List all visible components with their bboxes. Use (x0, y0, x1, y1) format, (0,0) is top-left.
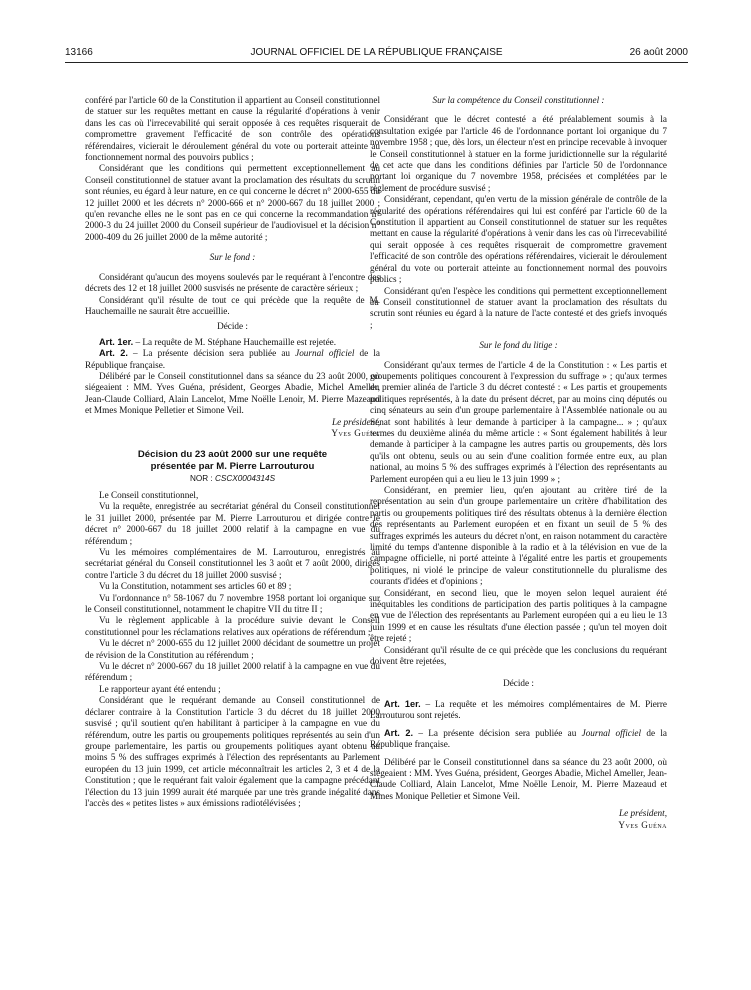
paragraph: conféré par l'article 60 de la Constitution il appartient au Conseil constitutionnel de statuer sur les requêtes mettant en cause la régularité d'opérations à venir dans les cas où l'irrecevabilité qui serait opposée à ces requêtes risquerait de compromettre gravement l'efficacité de son contrôle des opérations référendaires, vicierait le déroulement général du vote ou porterait atteinte au fonctionnement normal des pouvoirs publics ; (85, 95, 380, 163)
article-text: – La présente décision sera publiée au (127, 348, 296, 359)
article-text: de la République française. (370, 727, 668, 750)
article-label: Art. 2. (99, 348, 128, 359)
article-text: – La requête de M. Stéphane Hauchemaille est rejetée. (133, 336, 337, 347)
article-2 (85, 348, 380, 371)
paragraph: Considérant que le décret contesté a été préalablement soumis à la consultation exigée par l'article 46 de l'ordonnance portant loi organique du 7 novembre 1958 ; que, dès lors, un électeur n'est en principe recevable à invoquer le Conseil constitutionnel à statuer en la forme juridictionnelle sur la régularité de cet acte que dans les conditions définies par l'article 50 de l'ordonnance portant loi organique du 7 novembre 1958, précisées et complétées par le règlement de procédure susvisé ; (370, 114, 667, 193)
paragraph: Vu l'ordonnance n° 58-1067 du 7 novembre 1958 portant loi organique sur le Conseil constitutionnel, notamment le chapitre VII du titre II ; (85, 592, 380, 615)
journal-name: Journal officiel (581, 727, 642, 738)
paragraph: Considérant qu'aucun des moyens soulevés par le requérant à l'encontre des décrets des 12 et 18 juillet 2000 susvisés ne présente de caractère sérieux ; (85, 271, 380, 294)
paragraph: Considérant qu'il résulte de tout ce qui précède que la requête de M. Hauchemaille ne saurait être accueillie. (85, 294, 380, 316)
article-label: Art. 1er. (384, 698, 421, 709)
article-label: Art. 1er. (99, 336, 134, 347)
left-column (85, 95, 380, 809)
article-text: de la République française. (85, 348, 380, 370)
signature-title: Le président, (619, 808, 667, 819)
section-heading: Sur le fond : (209, 252, 256, 263)
paragraph: Vu le décret n° 2000-667 du 18 juillet 2000 relatif à la campagne en vue du référendum ; (85, 661, 380, 683)
journal-name: Journal officiel (295, 348, 355, 359)
article-1 (370, 699, 667, 722)
deliberation: Délibéré par le Conseil constitutionnel dans sa séance du 23 août 2000, où siégeaient : MM. Yves Guéna, président, Georges Abadie, Michel Ameller, Jean-Claude Colliard, Alain Lancelot, Mme Noëlle Lenoir, M. Pierre Mazeaud et Mmes Monique Pelletier et Simone Veil. (370, 756, 667, 801)
article-2 (370, 728, 667, 751)
decision-title-line: présentée par M. Pierre Larrouturou (150, 460, 315, 472)
signature-name: Yves Guéna (331, 427, 380, 438)
signature-title: Le président, (332, 416, 380, 427)
paragraph: Vu le décret n° 2000-655 du 12 juillet 2000 décidant de soumettre un projet de révision de la Constitution au référendum ; (85, 638, 380, 660)
paragraph: Considérant qu'il résulte de ce qui précède que les conclusions du requérant doivent être rejetées, (370, 644, 667, 667)
paragraph: Vu la requête, enregistrée au secrétariat général du Conseil constitutionnel le 31 juillet 2000, présentée par M. Pierre Larrouturou et dirigée contre le décret n° 2000-667 du 18 juillet 2000 relatif à la campagne en vue du référendum ; (85, 501, 380, 546)
paragraph: Vu le règlement applicable à la procédure suivie devant le Conseil constitutionnel pour les réclamations relatives aux opérations de référendum ; (85, 615, 380, 637)
section-heading: Sur le fond du litige : (479, 340, 558, 351)
paragraph: Le rapporteur ayant été entendu ; (99, 683, 221, 694)
paragraph: Considérant que le requérant demande au Conseil constitutionnel de déclarer contraire à la Constitution l'article 3 du décret du 18 juillet 2000 susvisé ; qu'il soutient qu'en habilitant à participer à la campagne en vue du référendum, outre les partis ou groupements politiques représentés au sein d'un groupe parlementaire, les partis ou groupements politiques ayant obtenu au moins 5 % des suffrages exprimés à l'élection des représentants au Parlement européen du 13 juin 1999, cet article méconnaîtrait les articles 2, 3 et 4 de la Constitution ; que le requérant fait valoir également que la campagne précédant l'élection du 13 juin 1999 aurait été marquée par une très grande inégalité dans l'accès des « petites listes » aux émissions radiotélévisées ; (85, 695, 380, 808)
paragraph: Considérant, en premier lieu, qu'en ajoutant au critère tiré de la représentation au sein d'un groupe parlementaire un critère d'habilitation des partis ou groupements politiques tiré des résultats obtenus à la dernière élection des représentants au Parlement européen et en fixant un seuil de 5 % des suffrages exprimés les auteurs du décret n'ont, en raison notamment du caractère limité du temps d'antenne disponible à la radio et à la télévision en vue de la campagne officielle, ni porté atteinte à l'égalité entre les partis et groupements politiques, ni violé le principe de valeur constitutionnelle du pluralisme des courants d'idées et d'opinions ; (370, 485, 667, 587)
nor-reference (85, 473, 380, 484)
decide-label: Décide : (503, 677, 534, 688)
page-number: 13166 (65, 47, 93, 58)
page-header (65, 47, 688, 61)
decide-label: Décide : (217, 321, 248, 332)
nor-code: CSCX0004314S (214, 473, 276, 483)
article-text: – La présente décision sera publiée au (413, 727, 582, 738)
decision-title-line: Décision du 23 août 2000 sur une requête (137, 449, 328, 461)
paragraph: Considérant, en second lieu, que le moyen selon lequel auraient été inéquitables les conditions de participation des partis politiques à la campagne en vue de l'élection des représentants au Parlement européen qui a eu lieu le 13 juin 1999 et en cause les résultats d'une élection passée ; qu'un tel moyen doit être rejeté ; (370, 587, 667, 644)
article-text: – La requête et les mémoires complémentaires de M. Pierre Larrouturou sont rejetés. (370, 698, 668, 721)
paragraph: Considérant qu'aux termes de l'article 4 de la Constitution : « Les partis et groupements politiques concourent à l'expression du suffrage » ; qu'aux termes du premier alinéa de l'article 3 du décret contesté : « Les partis et groupements politiques représentés, à la date du présent décret, par au moins cinq députés ou cinq sénateurs au sein d'un groupe parlementaire à l'Assemblée nationale ou au Sénat sont habilités à leur demande à participer à la campagne... » ; qu'aux termes du deuxième alinéa du même article : « Sont également habilités à leur demande à participer à la campagne les autres partis ou groupements, dès lors qu'ils ont obtenu, seuls ou au sein d'une coalition formée entre eux, au plan national, au moins 5 % des suffrages exprimés à l'élection des représentants au Parlement européen qui a eu lieu le 13 juin 1999 » ; (370, 359, 667, 484)
paragraph: Vu les mémoires complémentaires de M. Larrouturou, enregistrés au secrétariat général du Conseil constitutionnel les 3 août et 7 août 2000, dirigés contre l'article 3 du décret du 18 juillet 2000 susvisé ; (85, 547, 380, 580)
paragraph: Considérant, cependant, qu'en vertu de la mission générale de contrôle de la régularité des opérations référendaires qui lui est conféré par l'article 60 de la Constitution il appartient au Conseil constitutionnel de statuer sur les requêtes mettant en cause la régularité d'opérations à venir dans les cas où l'irrecevabilité qui serait opposée à ces requêtes risquerait de compromettre gravement l'efficacité de son contrôle des opérations référendaires, vicierait le déroulement général du vote ou porterait atteinte au fonctionnement normal des pouvoirs publics ; (370, 194, 667, 285)
article-1 (85, 337, 380, 348)
decision-title (85, 449, 380, 472)
deliberation: Délibéré par le Conseil constitutionnel dans sa séance du 23 août 2000, où siégeaient : MM. Yves Guéna, président, Georges Abadie, Michel Ameller, Jean-Claude Colliard, Alain Lancelot, Mme Noëlle Lenoir, M. Pierre Mazeaud et Mmes Monique Pelletier et Simone Veil. (85, 370, 380, 416)
section-heading: Sur la compétence du Conseil constitutionnel : (432, 95, 605, 105)
paragraph: Le Conseil constitutionnel, (99, 489, 199, 500)
issue-date: 26 août 2000 (629, 47, 688, 58)
paragraph: Vu la Constitution, notamment ses articles 60 et 89 ; (99, 581, 292, 592)
journal-title: JOURNAL OFFICIEL DE LA RÉPUBLIQUE FRANÇAISE (250, 47, 503, 58)
nor-label: NOR : (189, 473, 215, 483)
paragraph: Considérant qu'en l'espèce les conditions qui permettent exceptionnellement au Conseil constitutionnel de statuer avant la proclamation des résultats du scrutin sont réunies eu égard à la nature de l'acte contesté et des griefs invoqués ; (370, 285, 667, 330)
header-rule (65, 62, 688, 63)
right-column (370, 95, 667, 831)
paragraph: Considérant que les conditions qui permettent exceptionnellement au Conseil constitutionnel de statuer avant la proclamation des résultats du scrutin sont réunies, eu égard à leur nature, en ce qui concerne le décret n° 2000-655 du 12 juillet 2000 et les décrets n° 2000-666 et n° 2000-667 du 18 juillet 2000 ; qu'en revanche elles ne le sont pas en ce qui concerne la recommandation n° 2000-3 du 24 juillet 2000 du Conseil supérieur de l'audiovisuel et la décision n° 2000-409 du 26 juillet 2000 de la même autorité ; (85, 163, 380, 242)
signature-name: Yves Guéna (618, 819, 667, 830)
article-label: Art. 2. (384, 727, 414, 738)
